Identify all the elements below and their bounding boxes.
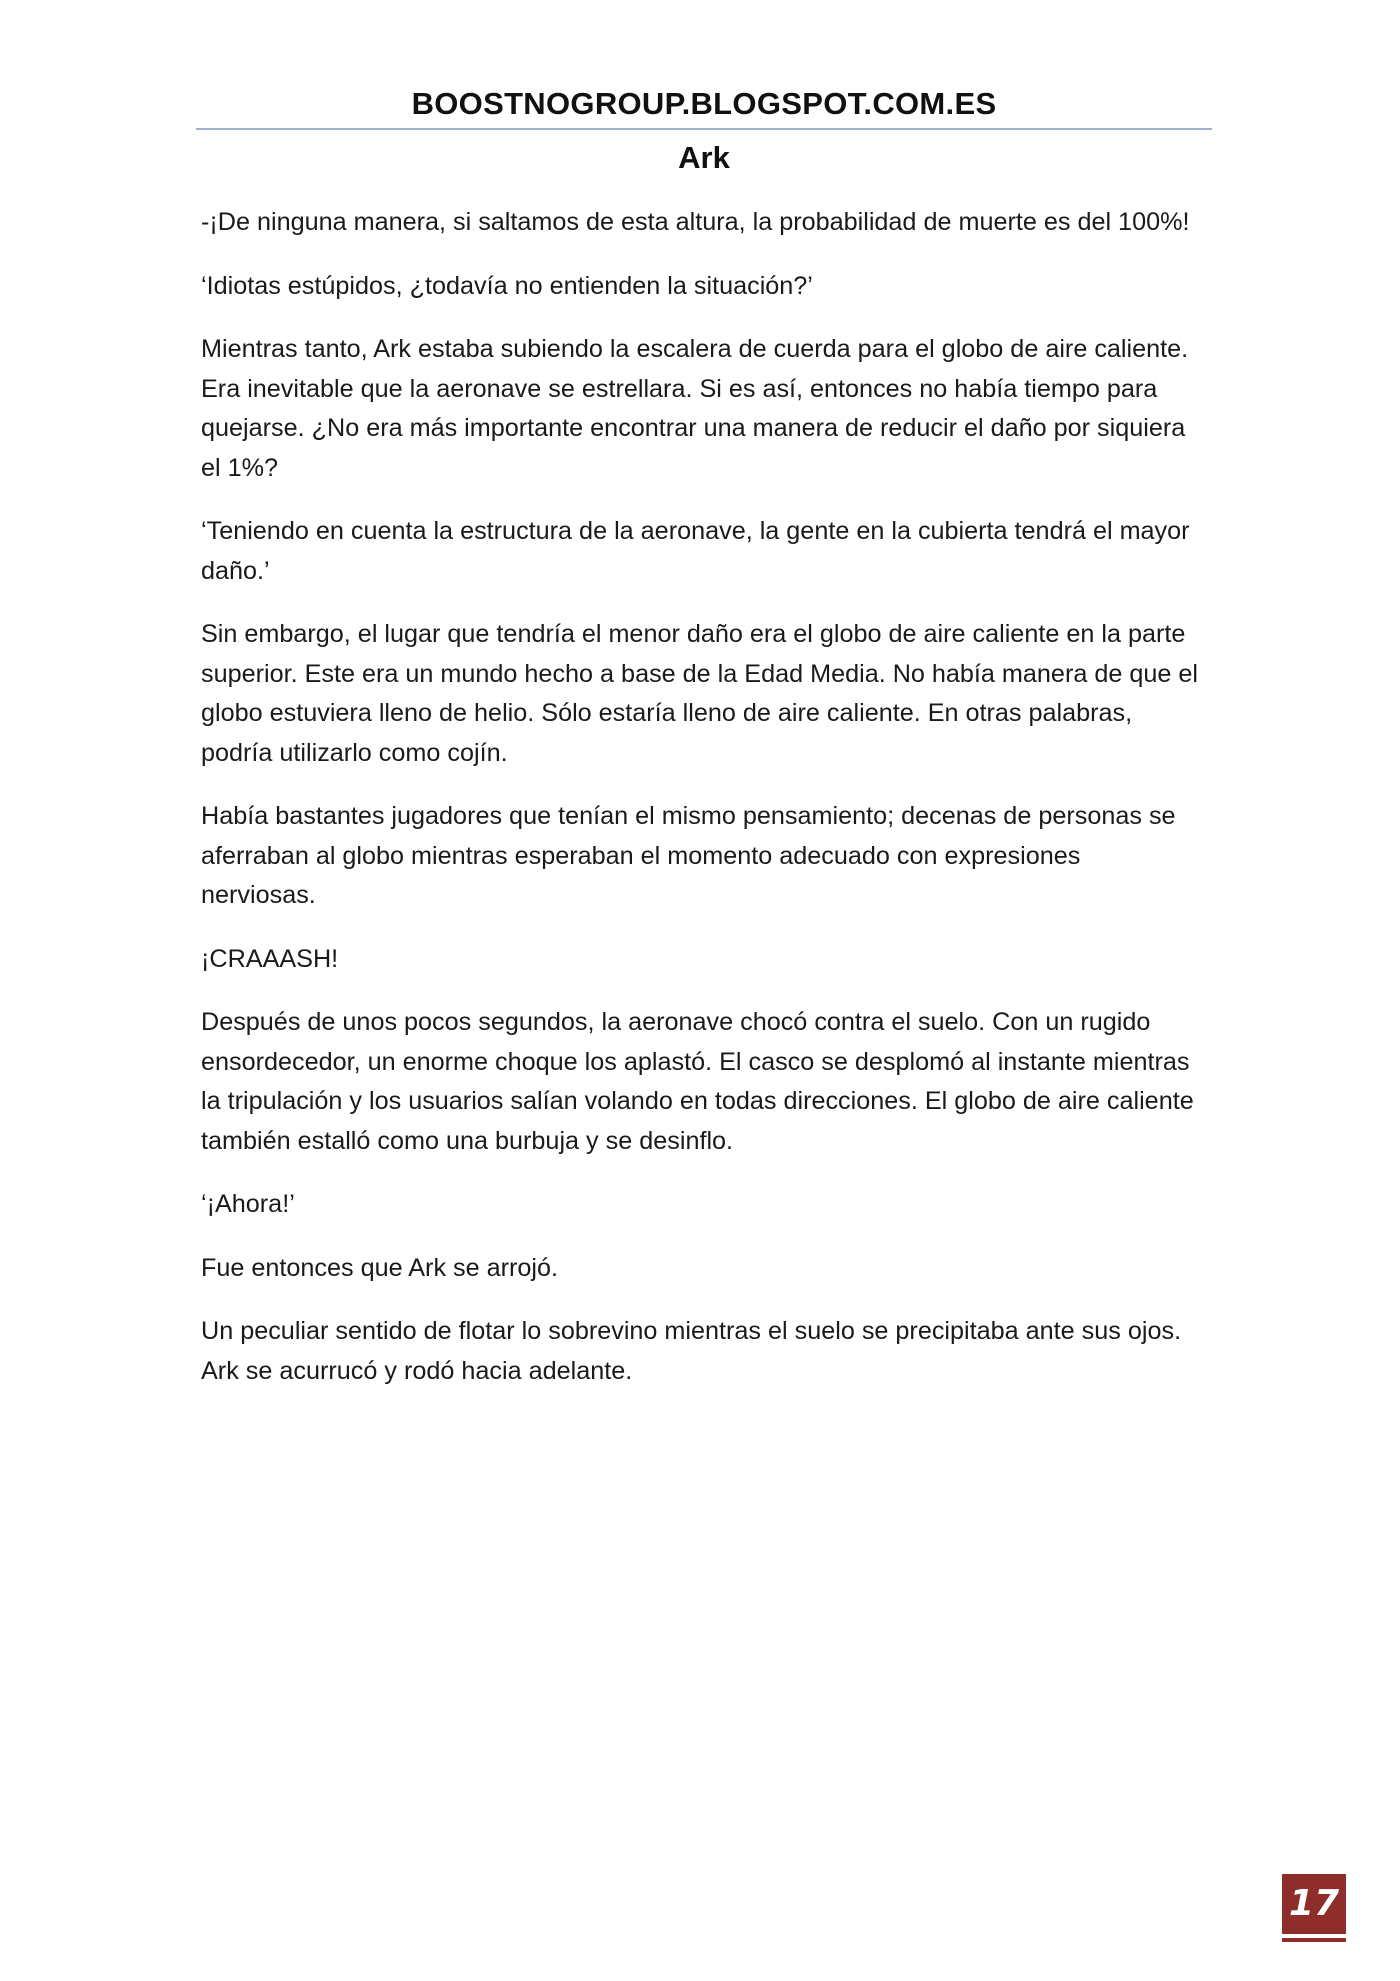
- paragraph: Sin embargo, el lugar que tendría el menor daño era el globo de aire caliente en la parte superior. Este era un mundo hecho a base de la Edad Media. No había manera de que el globo estuviera lleno de helio. Sólo estaría lleno de aire caliente. En otras palabras, podría utilizarlo como cojín.: [201, 620, 1198, 767]
- paragraph: Mientras tanto, Ark estaba subiendo la escalera de cuerda para el globo de aire caliente. Era inevitable que la aeronave se estrellara. Si es así, entonces no había tiempo para quejarse. ¿No era más importante encontrar una manera de reducir el daño por siquiera el 1%?: [201, 335, 1189, 482]
- site-url-heading: BOOSTNOGROUP.BLOGSPOT.COM.ES: [411, 86, 997, 121]
- paragraph: Había bastantes jugadores que tenían el mismo pensamiento; decenas de personas se aferraban al globo mientras esperaban el momento adecuado con expresiones nerviosas.: [201, 802, 1176, 909]
- page-header: [196, 84, 1212, 180]
- paragraph: Un peculiar sentido de flotar lo sobrevino mientras el suelo se precipitaba ante sus ojos. Ark se acurrucó y rodó hacia adelante.: [201, 1317, 1182, 1385]
- paragraph: ‘¡Ahora!’: [201, 1190, 295, 1218]
- paragraph: ¡CRAAASH!: [201, 944, 339, 973]
- paragraph: Después de unos pocos segundos, la aeronave chocó contra el suelo. Con un rugido ensordecedor, un enorme choque los aplastó. El casco se desplomó al instante mientras la tripulación y los usuarios salían volando en todas direcciones. El globo de aire caliente también estalló como una burbuja y se desinflo.: [201, 1008, 1194, 1155]
- paragraph: Fue entonces que Ark se arrojó.: [201, 1253, 559, 1282]
- page-number-underline: [1282, 1938, 1346, 1942]
- paragraph: ‘Teniendo en cuenta la estructura de la aeronave, la gente en la cubierta tendrá el mayor daño.’: [201, 517, 1190, 585]
- paragraph: -¡De ninguna manera, si saltamos de esta altura, la probabilidad de muerte es del 100%!: [201, 208, 1190, 236]
- header-divider: [196, 128, 1212, 130]
- page-number-badge: 17: [1282, 1874, 1346, 1934]
- paragraph: ‘Idiotas estúpidos, ¿todavía no entienden la situación?’: [201, 271, 813, 300]
- chapter-title: Ark: [678, 140, 730, 175]
- body-text: [201, 203, 1201, 1415]
